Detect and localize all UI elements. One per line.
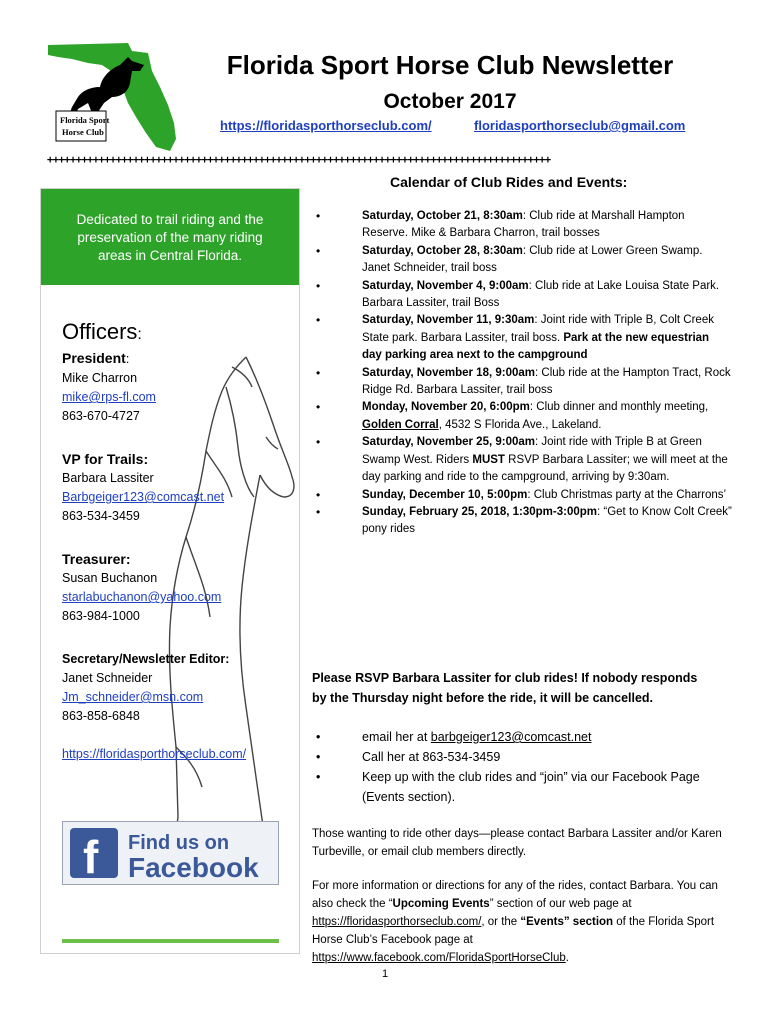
officer-email-link[interactable]: starlabuchanon@yahoo.com xyxy=(62,590,222,604)
other-days-note: Those wanting to ride other days—please contact Barbara Lassiter and/or Karen Turbeville, or email club members directly. xyxy=(312,828,722,858)
event-text: : Joint ride with Triple B, Colt Creek State park. Barbara Lassiter, trail boss. xyxy=(362,314,714,344)
event-when: Saturday, November 25, 9:00am xyxy=(362,436,536,449)
officer-treasurer xyxy=(62,550,221,626)
officer-role: VP for Trails: xyxy=(62,451,149,467)
bullet: • xyxy=(316,365,321,380)
bullet: • xyxy=(316,313,321,328)
event-bold-note: Park at the new equestrian day parking area next to the campground xyxy=(362,331,710,362)
event-when: Monday, November 20, 6:00pm xyxy=(362,401,530,414)
event-item xyxy=(312,487,732,504)
contact-call-item xyxy=(312,747,732,767)
event-when: Saturday, November 18, 9:00am xyxy=(362,366,536,379)
logo-line1: Florida Sport xyxy=(60,115,110,125)
sidebar-footer-line xyxy=(62,939,279,943)
contact-email-item xyxy=(312,727,732,747)
event-item xyxy=(312,365,732,400)
officer-name: Susan Buchanon xyxy=(62,571,158,585)
event-text: : “Get to Know Colt Creek” pony rides xyxy=(362,505,732,536)
rsvp-notice: Please RSVP Barbara Lassiter for club rides! If nobody responds by the Thursday night before the ride, it will be cancelled. xyxy=(312,671,698,705)
sidebar xyxy=(40,188,300,954)
event-text: : Club ride at Lake Louisa State Park. Barbara Lassiter, trail Boss xyxy=(362,279,720,310)
contact-list xyxy=(312,727,732,807)
officer-name: Mike Charron xyxy=(62,371,138,385)
rsvp-email-link[interactable]: barbgeiger123@comcast.net xyxy=(430,730,592,744)
more-info-website-link[interactable]: https://floridasporthorseclub.com/ xyxy=(312,916,482,928)
officer-role: President xyxy=(62,350,126,366)
event-item xyxy=(312,434,732,486)
facebook-banner[interactable] xyxy=(62,821,279,885)
more-info-text-1: For more information or directions for any of the rides, contact Barbara. You can also check the “ xyxy=(312,880,718,910)
header-divider: ++++++++++++++++++++++++++++++++++++++++++++++++++++++++++++++++++++++++++++++++++++++++ xyxy=(47,154,551,166)
bullet: • xyxy=(316,730,321,744)
bullet: • xyxy=(316,209,321,223)
officer-email-link[interactable]: mike@rps-fl.com xyxy=(62,390,156,404)
facebook-line2: Facebook xyxy=(128,852,259,883)
officer-name: Janet Schneider xyxy=(62,671,153,685)
event-text: : Club ride at Lower Green Swamp. Janet Schneider, trail boss xyxy=(362,244,703,275)
bullet: • xyxy=(316,400,321,415)
officer-phone: 863-984-1000 xyxy=(62,609,140,623)
more-info-text-5: . xyxy=(565,952,569,964)
contact-facebook-item xyxy=(312,767,732,807)
event-item xyxy=(312,208,732,243)
club-logo xyxy=(48,43,178,153)
event-item xyxy=(312,399,732,434)
more-info-paragraph xyxy=(312,877,732,967)
officer-vp-trails xyxy=(62,450,224,526)
officer-phone: 863-858-6848 xyxy=(62,709,140,723)
mission-banner: Dedicated to trail riding and the preservation of the many riding areas in Central Florida. xyxy=(41,189,299,285)
newsletter-title: Florida Sport Horse Club Newsletter xyxy=(226,50,674,80)
sidebar-website-link[interactable]: https://floridasporthorseclub.com/ xyxy=(62,747,247,761)
website-link[interactable]: https://floridasporthorseclub.com/ xyxy=(220,118,432,133)
event-text-2: , 4532 S Florida Ave., Lakeland. xyxy=(438,418,602,431)
golden-corral-link[interactable]: Golden Corral xyxy=(362,418,439,431)
officers-heading-colon: : xyxy=(137,326,142,343)
event-text: : Club ride at the Hampton Tract, Rock Ridge Rd. Barbara Lassiter, trail boss xyxy=(362,366,731,397)
facebook-icon: f xyxy=(83,831,99,883)
event-when: Saturday, November 11, 9:30am xyxy=(362,314,535,327)
bullet: • xyxy=(316,278,321,293)
event-when: Saturday, October 28, 8:30am xyxy=(362,244,523,257)
event-item xyxy=(312,243,732,278)
more-info-bold-2: “Events” section xyxy=(520,916,614,928)
logo-line2: Horse Club xyxy=(62,127,104,137)
officers-heading xyxy=(62,319,142,345)
officer-email-link[interactable]: Jm_schneider@msn.com xyxy=(62,690,204,704)
officer-president xyxy=(62,349,156,426)
bullet: • xyxy=(316,504,321,519)
more-info-facebook-link[interactable]: https://www.facebook.com/FloridaSportHorseClub xyxy=(312,952,566,964)
officer-role: Secretary/Newsletter Editor: xyxy=(62,652,230,666)
event-when: Sunday, December 10, 5:00pm xyxy=(362,488,528,501)
contact-call-text: Call her at 863-534-3459 xyxy=(362,750,501,764)
event-text: : Joint ride with Triple B at Green Swamp West. Riders xyxy=(362,436,702,466)
bullet: • xyxy=(316,243,321,258)
event-item xyxy=(312,504,732,539)
event-text-2: RSVP Barbara Lassiter; we will meet at the day parking and ride to the campground, arriving by 9:30am. xyxy=(362,453,728,484)
bullet: • xyxy=(316,487,321,502)
officer-phone: 863-534-3459 xyxy=(62,509,140,523)
event-when: Saturday, October 21, 8:30am xyxy=(362,210,523,222)
more-info-bold-1: Upcoming Events xyxy=(392,898,490,910)
email-link[interactable]: floridasporthorseclub@gmail.com xyxy=(474,118,686,133)
contact-email-prefix: email her at xyxy=(362,730,431,744)
officer-name: Barbara Lassiter xyxy=(62,471,154,485)
event-item xyxy=(312,278,732,313)
event-item xyxy=(312,312,732,364)
officer-secretary xyxy=(62,650,229,726)
bullet: • xyxy=(316,435,321,450)
event-text: : Club Christmas party at the Charrons’ xyxy=(527,488,727,501)
event-text: : Club dinner and monthly meeting, xyxy=(529,401,709,414)
newsletter-subtitle: October 2017 xyxy=(383,90,517,113)
facebook-line1: Find us on xyxy=(128,832,230,854)
officer-role: Treasurer: xyxy=(62,551,131,567)
calendar-heading: Calendar of Club Rides and Events: xyxy=(390,174,628,190)
event-when: Sunday, February 25, 2018, 1:30pm-3:00pm xyxy=(362,505,597,518)
event-text: : Club ride at Marshall Hampton Reserve. Mike & Barbara Charron, trail bosses xyxy=(362,210,685,240)
more-info-text-3: , or the xyxy=(481,916,521,928)
events-list xyxy=(312,208,732,539)
contact-facebook-text: Keep up with the club rides and “join” via our Facebook Page (Events section). xyxy=(362,770,700,804)
event-bold-must: MUST xyxy=(472,453,505,466)
officer-phone: 863-670-4727 xyxy=(62,409,140,423)
bullet: • xyxy=(316,770,321,784)
officer-email-link[interactable]: Barbgeiger123@comcast.net xyxy=(62,490,225,504)
event-when: Saturday, November 4, 9:00am xyxy=(362,279,529,292)
more-info-text-4: of the Florida Sport Horse Club’s Facebook page at xyxy=(312,916,715,946)
page-number: 1 xyxy=(381,968,389,980)
bullet: • xyxy=(316,750,321,764)
officer-role-suffix: : xyxy=(125,352,130,366)
more-info-text-2: ” section of our web page at xyxy=(489,898,632,910)
officers-heading-text: Officers xyxy=(62,319,138,344)
